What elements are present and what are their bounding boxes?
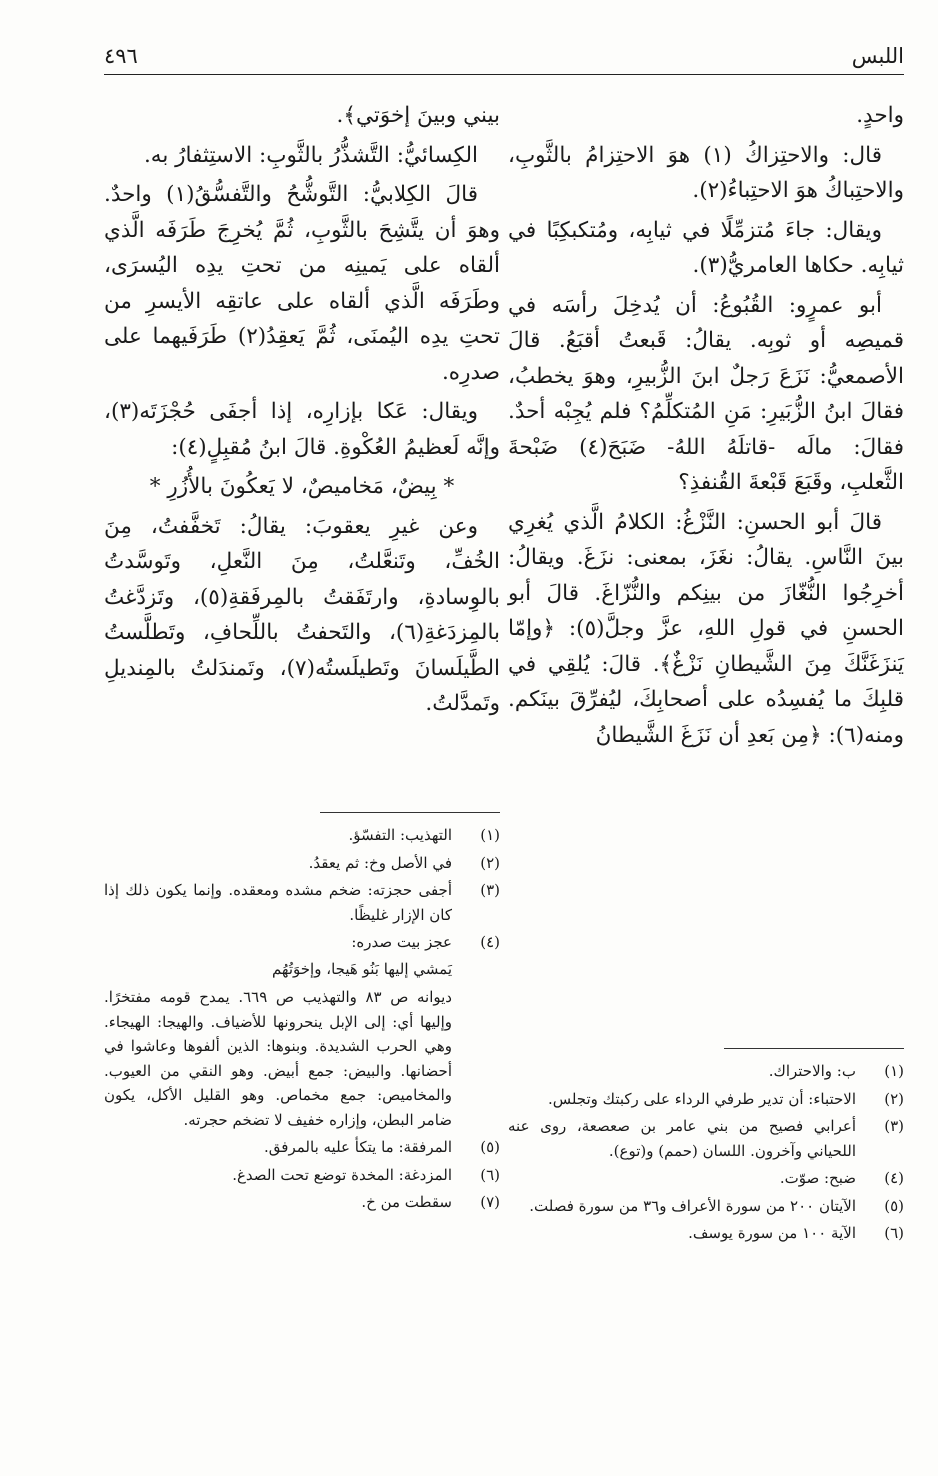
footnote-number: (٥): [884, 1196, 904, 1215]
page-number: ٤٩٦: [104, 44, 138, 68]
footnote-number: (٣): [480, 881, 500, 899]
footnote: [508, 1087, 904, 1112]
footnotes-right: [508, 1048, 904, 1249]
right-column: [508, 98, 904, 757]
paragraph: ويقال: عَكا بإزارِه، إذا أجفَى حُجْزَتَه(٣)، وإنَّه لَعظيمُ العُكْوةِ. قالَ ابنُ مُقبِلٍ(٤):: [104, 399, 500, 460]
footnote-text: [104, 878, 452, 927]
footnote-line: أجفى حجزته: ضخم مشده ومعقده. وإنما يكون ذلك إذا كان الإزار غليظًا.: [104, 881, 452, 924]
running-title: اللبس: [851, 44, 904, 68]
footnote-text: [104, 1190, 452, 1215]
footnotes-left: [104, 812, 500, 1218]
footnote: [104, 1135, 500, 1160]
footnote: [104, 823, 500, 848]
footnote-text: [508, 1114, 856, 1163]
paragraph: الكِسائيُّ: التَّشذُّرُ بالثَّوبِ: الاستِثفارُ به.: [143, 142, 478, 168]
footnote-number: (١): [480, 826, 500, 844]
footnote-number: (٣): [884, 1117, 904, 1135]
footnote-line: الآيتان ٢٠٠ من سورة الأعراف و٣٦ من سورة فصلت.: [529, 1196, 856, 1215]
paragraph: بيني وبينَ إخوَتي﴾.: [336, 103, 500, 128]
footnote-line: عجز بيت صدره:: [351, 933, 452, 951]
footnote-line: التهذيب: التفسّؤ.: [348, 826, 452, 844]
verse-line: * بِيضٌ، مَخاميصٌ، لا يَعكُونَ بالأُزُرِ *: [149, 474, 455, 499]
paragraph: وعن غيرِ يعقوبَ: يقالُ: تَخفَّفتُ، مِنَ الخُفِّ، وتَنعَّلتُ، مِنَ النَّعلِ، وتَوسَّدتُ بالوِسادةِ، وارتَفَقتُ بالمِرفَقةِ(٥)، وتَزدَّغتُ بالمِزدَغةِ(٦)، والتَحفتُ باللِّحافِ، وتَطلَّستُ الطَّيلَسانَ وتَطيلَستُه(٧)، وتَمندَلتُ بالمِنديلِ وتَمدَّلتُ.: [104, 513, 500, 716]
footnote-text: [104, 1135, 452, 1160]
footnote: [508, 1194, 904, 1219]
footnote: [508, 1114, 904, 1163]
paragraph: ويقال: جاءَ مُتزمِّلًا في ثيابِه، ومُتكبكِبًا في ثيابِه. حكاها العامريُّ(٣).: [508, 217, 904, 278]
footnote-number: (٥): [480, 1138, 500, 1156]
footnote-line: الآية ١٠٠ من سورة يوسف.: [688, 1224, 856, 1242]
footnote-line: ديوانه ص ٨٣ والتهذيب ص ٦٦٩. يمدح قومه مفتخرًا. وإليها أي: إلى الإبل ينحرونها للأضياف. والهيجا: الهيجاء. وهي الحرب الشديدة. وبنوها: الذين ألفوها وعاشوا في أحضانها. والبيض: جمع أبيض. وهو النقي من العيوب. والمخاميص: جمع مخماص. وهو القليل الأكل، يكون ضامر البطن، وإزاره خفيف لا تضخم حجرته.: [104, 988, 452, 1129]
footnote-text: [104, 1163, 452, 1188]
footnote: [104, 878, 500, 927]
footnote-text: [508, 1194, 856, 1219]
footnote-text: [508, 1059, 856, 1084]
footnote-text: [508, 1166, 856, 1191]
footnote-number: (٦): [480, 1165, 500, 1184]
footnote-text: [508, 1087, 856, 1112]
footnote-number: (٦): [884, 1224, 904, 1242]
footnote: [508, 1166, 904, 1191]
footnote-line: في الأصل وخ: ثم يعقدُ.: [308, 853, 452, 872]
footnote-number: (١): [884, 1062, 904, 1080]
header-rule: [104, 74, 904, 75]
footnote-line: الاحتباء: أن تدير طرفي الرداء على ركبتك وتجلس.: [547, 1089, 856, 1108]
footnote-list: [104, 823, 500, 1215]
footnote: [104, 930, 500, 1132]
footnote-number: (٤): [480, 933, 500, 951]
footnote: [508, 1221, 904, 1246]
paragraph: قالَ الكِلابيُّ: التَّوشُّحُ والتَّفسُّقُ(١) واحدٌ. وهوَ أن يتَّشِحَ بالثَّوبِ، ثُمَّ يُخرِجَ طَرَفَه الَّذي ألقاه على يَمينِه من تحتِ يدِه اليُسرَى، وطَرَفَه الَّذي ألقاه على عاتقِه الأيسرِ من تحتِ يدِه اليُمنَى، ثُمَّ يَعقِدُ(٢) طَرَفَيهما على صدرِه.: [104, 182, 500, 385]
footnote-line: أعرابي فصيح من بني عامر بن صعصعة، روى عنه اللحياني وآخرون. اللسان (حمم) و(توع).: [508, 1117, 856, 1160]
footnote: [104, 1190, 500, 1215]
footnote-number: (٢): [884, 1089, 904, 1108]
page-header: [104, 44, 904, 74]
footnote-rule: [724, 1048, 904, 1049]
paragraph: قالَ أبو الحسنِ: النَّزْغُ: الكلامُ الَّذي يُغرِي بينَ النَّاسِ. يقالُ: نغَزَ، بمعنى: نزَغَ. ويقالُ: أخرِجُوا النُّغّازَ من بينِكم والنُّزّاغَ. قالَ أبو الحسنِ في قولِ اللهِ، عزَّ وجلَّ(٥): ﴿وإمّا يَنزَغَنَّكَ مِنَ الشَّيطانِ نَزْغٌ﴾. قالَ: يُلقِي في قلبِكَ ما يُفسِدُه على أصحابِكَ، ليُفرِّقَ بينَكم. ومنه(٦): ﴿مِن بَعدِ أن نَزَغَ الشَّيطانُ: [508, 509, 904, 748]
paragraph: واحدٍ.: [856, 103, 904, 128]
footnote-number: (٢): [480, 853, 500, 872]
footnote-rule: [320, 812, 500, 813]
footnote: [104, 851, 500, 876]
footnote-text: [104, 930, 452, 1132]
left-column: [104, 98, 500, 726]
footnote-number: (٤): [884, 1169, 904, 1187]
footnote: [104, 1163, 500, 1188]
footnote-verse: يَمشي إليها بَنُو هَيجا، وإخوَتُهُم: [271, 959, 452, 978]
footnote-line: المرفقة: ما يتكأ عليه بالمرفق.: [264, 1138, 452, 1156]
footnote-text: [104, 823, 452, 848]
footnote-list: [508, 1059, 904, 1246]
paragraph: قال: والاحتِزاكُ (١) هوَ الاحتِزامُ بالثَّوبِ، والاحتِباكُ هوَ الاحتِباءُ(٢).: [508, 142, 904, 203]
paragraph: أبو عمرٍو: القُبُوعُ: أن يُدخِلَ رأسَه في قميصِه أو ثوبِه. يقالُ: قَبعتُ أقبَعُ. قالَ الأصمعيُّ: نَزَعَ رَجلٌ ابنَ الزُّبيرِ، وهوَ يخطبُ، فقالَ ابنُ الزُّبَيرِ: مَنِ المُتكلِّمُ؟ فلم يُجِبْه أحدٌ. فقالَ: مالَه -قاتلَهُ اللهُ- ضَبَحَ(٤) ضَبْحةَ الثَّعلبِ، وقَبَعَ قَبْعةَ القُنفذِ؟: [508, 292, 905, 495]
footnote-text: [104, 851, 452, 876]
footnote-text: [508, 1221, 856, 1246]
footnote: [508, 1059, 904, 1084]
footnote-number: (٧): [480, 1193, 500, 1211]
footnote-line: سقطت من خ.: [361, 1193, 452, 1211]
footnote-line: ضبح: صوّت.: [779, 1169, 856, 1187]
footnote-line: المزدغة: المخدة توضع تحت الصدغ.: [232, 1165, 452, 1184]
footnote-line: ب: والاحتراك.: [768, 1062, 856, 1080]
